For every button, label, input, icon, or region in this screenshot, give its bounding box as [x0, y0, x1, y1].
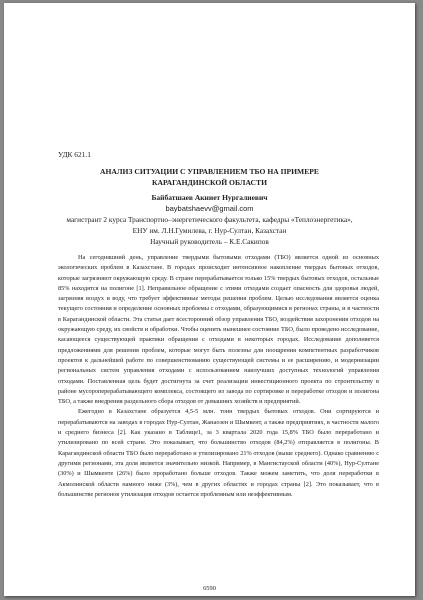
- author-email: baybatshaevv@gmail.com: [165, 204, 254, 213]
- title-line-2: КАРАГАНДИНСКОЙ ОБЛАСТИ: [151, 177, 268, 187]
- paper-title: [44, 167, 375, 188]
- article-body: [58, 253, 379, 500]
- affiliation-line-1: магистрант 2 курса Транспортно–энергетического факультета, кафедры «Теплоэнергетика»,: [66, 215, 353, 224]
- affiliation-line-2: ЕНУ им. Л.Н.Гумилева, г. Нур-Султан, Казахстан: [132, 226, 287, 235]
- supervisor: Научный руководитель – К.Е.Сакипов: [150, 237, 269, 246]
- udk-code: УДК 621.1: [58, 150, 91, 159]
- title-line-1: АНАЛИЗ СИТУАЦИИ С УПРАВЛЕНИЕМ ТБО НА ПРИМЕРЕ: [100, 167, 319, 176]
- document-page: [4, 3, 415, 596]
- page-number: 6590: [203, 585, 216, 592]
- paragraph-1: На сегодняшний день, управление твердыми бытовыми отходами (ТБО) является одной из основных экологических проблем в Казахстане. В городах происходит интенсивное накопление твердых бытовых отходов, которые загрязняют окружающую среду. В стране перерабатывается только 15% твердых бытовых отходов, остальные 85% находятся на полигоне [1]. Неправильное обращение с этими отходами создает опасность для здоровья людей, загрязняя воздух и воду, что требует эффективные методы решения проблем. Целью исследования является оценка текущего состояния и определение основных проблемы с отходами, образующимися в регионах страны, и в частности в Карагандинской области. Эта статья дает всесторонний обзор управления ТБО, воздействия захоронения отходов на окружающую среду, их свойств и обработки. Чтобы оценить нынешнее состояние ТБО, было проведено исследование, касающееся существующей практики обращения с отходами в некоторых городах. Исследование дополняется предложениями для решения проблем, которые могут быть полезны для поощрения компетентных разработчиков проектов к дальнейшей работе по совершенствованию существующей системы и ее расширению, и модернизации региональных систем управления отходами с использованием наилучших доступных технологий управления отходами. Поставленная цель будет достигнута за счет реализации инвестиционного проекта по строительству в районе мусороперерабатывающего комплекса, состоящего из завода по сортировке и переработке отходов и полигона ТБО, а также внедрения раздельного сбора отходов от домашних хозяйств и предприятий.: [58, 254, 379, 406]
- paragraph-2: Ежегодно в Казахстане образуется 4,5-5 млн. тонн твердых бытовых отходов. Они сортируются и перерабатываются на заводах в городах Нур-Султан, Жанаозен и Шымкент, а также предприятиях, в частности малого и среднего бизнеса [2]. Как указано в Таблице1, за 3 квартала 2020 года 15,8% ТБО было переработано и утилизировано по всей стране. Это показывает, что большинство отходов (84,2%) отправляется в полигоны. В Карагандинской области ТБО было переработано и утилизировано 21% отходов (выше среднего). Однако сравнению с другими регионами, эта доля является значительно низкой. Например, в Мангистауской области (40%), Нур-Султане (30%) и Шымкенте (26%) было проработано больше отходов. Также можем заметить, что доля переработки в Акмолинской области намного ниже (3%), чем в других областях и городах страны [2]. Это показывает, что в большинстве регионов утилизация отходов остается проблемным или неэффективным.: [58, 408, 379, 498]
- author-name: Байбатшаев Акниет Нургалиевич: [151, 193, 268, 202]
